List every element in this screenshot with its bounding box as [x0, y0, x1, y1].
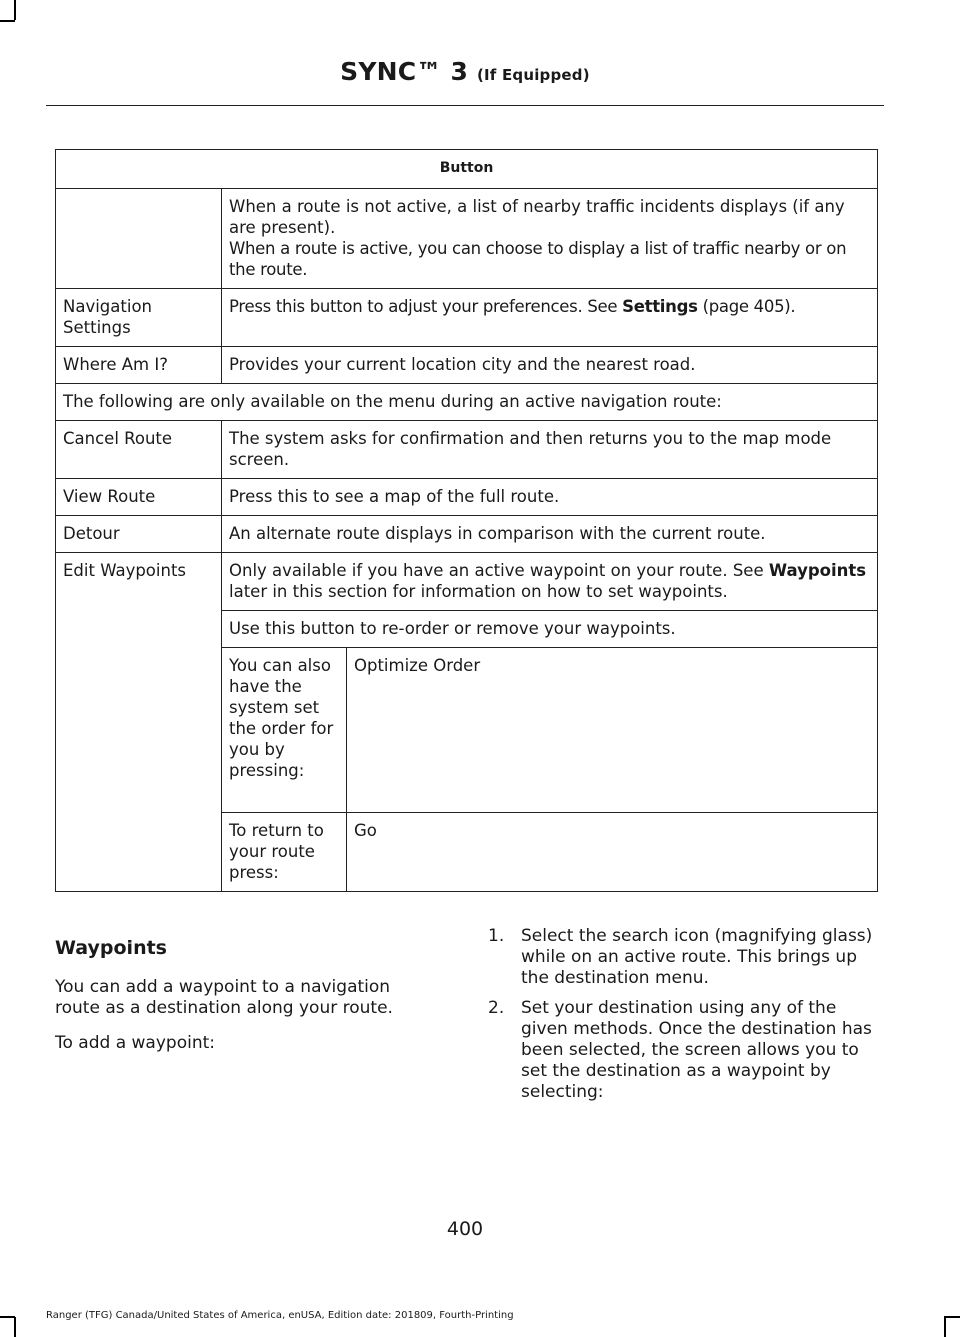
optimize-order-button: Optimize Order	[347, 648, 878, 813]
edit-waypoints-desc-text: Only available if you have an active waypoint on your route. See	[229, 561, 769, 580]
crop-mark	[944, 1316, 960, 1318]
active-route-note: The following are only available on the menu during an active navigation route:	[56, 384, 878, 421]
crop-mark	[0, 1316, 15, 1318]
detour-desc: An alternate route displays in comparison with the current route.	[222, 516, 878, 553]
crop-mark	[14, 1317, 16, 1337]
table-row	[56, 516, 878, 553]
settings-link[interactable]: Settings	[622, 297, 698, 316]
page-number: 400	[446, 1218, 484, 1240]
go-button: Go	[347, 813, 878, 892]
step-number: 2.	[488, 998, 505, 1018]
button-table	[55, 149, 878, 892]
waypoints-link[interactable]: Waypoints	[768, 561, 867, 580]
return-desc: To return to your route press:	[222, 813, 347, 892]
view-route-label: View Route	[56, 479, 222, 516]
nav-settings-label: Navigation Settings	[56, 289, 222, 347]
table-row	[56, 289, 878, 347]
crop-mark	[14, 0, 16, 20]
page-title	[0, 57, 930, 86]
detour-label: Detour	[56, 516, 222, 553]
table-row	[56, 553, 878, 611]
table-header: Button	[56, 150, 878, 189]
nav-settings-desc-text: Press this button to adjust your preferences. See	[229, 297, 623, 316]
table-row	[56, 189, 878, 289]
crop-mark	[0, 20, 15, 22]
table-row	[56, 384, 878, 421]
page-title-main: SYNC™ 3	[340, 57, 469, 86]
edit-waypoints-desc-rest: later in this section for information on how to set waypoints.	[229, 582, 728, 601]
traffic-desc-inactive: When a route is active, you can choose to display a list of traffic nearby or on the route.	[229, 239, 847, 279]
table-row	[56, 421, 878, 479]
list-item	[484, 998, 884, 1103]
table-cell	[56, 189, 222, 289]
waypoints-section	[55, 938, 435, 1068]
where-am-i-desc: Provides your current location city and the nearest road.	[222, 347, 878, 384]
step-text: Select the search icon (magnifying glass) while on an active route. This brings up the destination menu.	[521, 926, 873, 988]
footer-text: Ranger (TFG) Canada/United States of America, enUSA, Edition date: 201809, Fourth-Printing	[46, 1310, 514, 1321]
table-cell	[222, 189, 878, 289]
waypoints-intro: You can add a waypoint to a navigation route as a destination along your route.	[55, 977, 393, 1018]
optimize-desc: You can also have the system set the order for you by pressing:	[222, 648, 347, 813]
where-am-i-label: Where Am I?	[56, 347, 222, 384]
table-row	[56, 479, 878, 516]
steps-list	[484, 926, 884, 1103]
list-item	[484, 926, 884, 989]
view-route-desc: Press this to see a map of the full route.	[222, 479, 878, 516]
traffic-desc-active: When a route is not active, a list of nearby traffic incidents displays (if any are present).	[229, 197, 845, 237]
nav-settings-desc	[222, 289, 878, 347]
header-divider	[46, 105, 884, 106]
page-title-subtitle: (If Equipped)	[476, 66, 590, 84]
reorder-desc: Use this button to re-order or remove your waypoints.	[222, 611, 878, 648]
edit-waypoints-desc	[222, 553, 878, 611]
edit-waypoints-label: Edit Waypoints	[56, 553, 222, 892]
table-row	[56, 347, 878, 384]
waypoints-to-add: To add a waypoint:	[55, 1033, 215, 1053]
cancel-route-label: Cancel Route	[56, 421, 222, 479]
waypoints-steps	[484, 926, 884, 1112]
crop-mark	[944, 1317, 946, 1337]
cancel-route-desc: The system asks for confirmation and then returns you to the map mode screen.	[222, 421, 878, 479]
nav-settings-page-ref: (page 405).	[697, 297, 796, 316]
step-text: Set your destination using any of the given methods. Once the destination has been selected, the screen allows you to set the destination as a waypoint by selecting:	[521, 998, 872, 1102]
step-number: 1.	[488, 926, 505, 946]
waypoints-heading: Waypoints	[55, 937, 167, 959]
